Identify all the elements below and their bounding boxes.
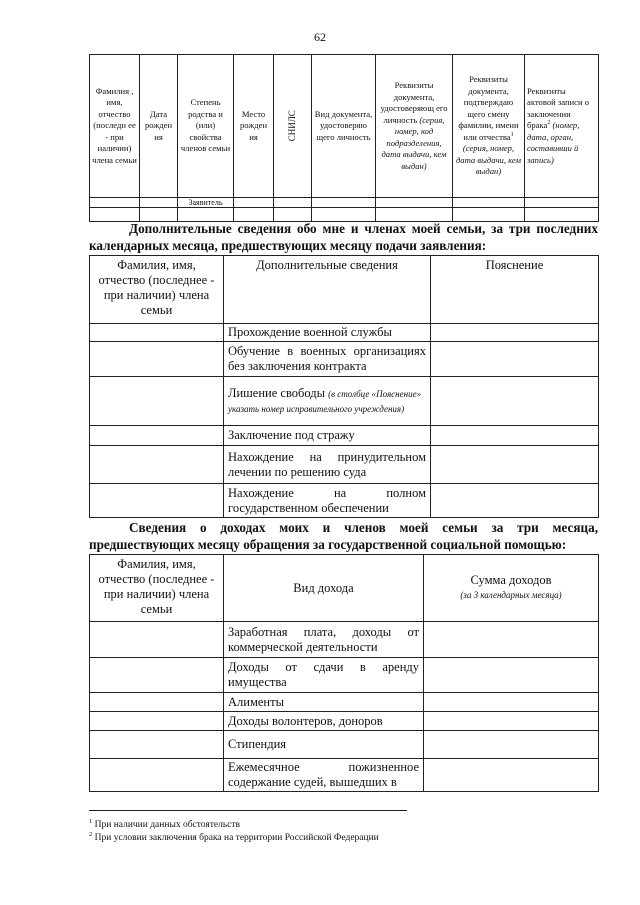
col-type-header: Вид дохода <box>224 555 424 622</box>
note-cell[interactable] <box>431 324 599 342</box>
col-doc-type-header: Вид документа, удостоверяю щего личность <box>312 55 376 198</box>
sum-cell[interactable] <box>424 693 599 712</box>
info-military-education: Обучение в военных организациях без заключения контракта <box>224 342 431 377</box>
sum-cell[interactable] <box>424 759 599 792</box>
col-fio-header: Фамилия , имя, отчество (последн ее - при наличии) члена семьи <box>90 55 140 198</box>
page-number: 62 <box>314 30 326 44</box>
footnote-1: $^1$ При наличии данных обстоятельств <box>89 818 241 831</box>
sum-cell[interactable] <box>424 712 599 731</box>
info-forced-treatment: Нахождение на принудительном лечении по решению суда <box>224 446 431 484</box>
note-cell[interactable] <box>431 446 599 484</box>
fio-cell[interactable] <box>90 693 224 712</box>
income-table <box>89 554 599 792</box>
footnote-divider <box>89 810 407 811</box>
col-dob-header: Дата рожден ия <box>140 55 178 198</box>
col-sum-header: Сумма доходов (за 3 календарных месяца) <box>424 555 599 622</box>
sum-cell[interactable] <box>424 731 599 759</box>
note-cell[interactable] <box>431 484 599 518</box>
note-cell[interactable] <box>431 342 599 377</box>
col-name-change-header: Реквизиты документа, подтверждаю щего смену фамилии, имени или отчества$^1$ (серия, номер, дата выдачи, кем выдан) <box>453 55 525 198</box>
section-income-heading: Сведения о доходах моих и членов моей семьи за три месяца, предшествующих месяцу обращения за государственной социальной помощью: <box>89 520 598 552</box>
info-custody: Заключение под стражу <box>224 426 431 446</box>
fio-cell[interactable] <box>90 342 224 377</box>
note-cell[interactable] <box>431 377 599 426</box>
income-volunteers: Доходы волонтеров, доноров <box>224 712 424 731</box>
fio-cell[interactable] <box>90 446 224 484</box>
applicant-table <box>89 54 599 222</box>
info-state-support: Нахождение на полном государственном обеспечении <box>224 484 431 518</box>
applicant-cell[interactable] <box>234 198 274 208</box>
fio-cell[interactable] <box>90 426 224 446</box>
fio-cell[interactable] <box>90 484 224 518</box>
imprisonment-note: (в столбце «Пояснение» указать номер исправительного учреждения) <box>228 389 422 414</box>
income-alimony: Алименты <box>224 693 424 712</box>
col-note-header: Пояснение <box>431 256 599 324</box>
fio-cell[interactable] <box>90 759 224 792</box>
col-fio-header: Фамилия, имя, отчество (последнее - при наличии) члена семьи <box>90 256 224 324</box>
income-judges: Ежемесячное пожизненное содержание судей, вышедших в <box>224 759 424 792</box>
fio-cell[interactable] <box>90 324 224 342</box>
note-cell[interactable] <box>431 426 599 446</box>
col-marriage-header: Реквизиты актовой записи о заключении брака$^2$ (номер, дата, орган, составивши й запись) <box>525 55 599 198</box>
col-info-header: Дополнительные сведения <box>224 256 431 324</box>
col-fio-header: Фамилия, имя, отчество (последнее - при наличии) члена семьи <box>90 555 224 622</box>
fio-cell[interactable] <box>90 622 224 658</box>
fio-cell[interactable] <box>90 377 224 426</box>
info-military-service: Прохождение военной службы <box>224 324 431 342</box>
sum-cell[interactable] <box>424 658 599 693</box>
info-imprisonment: Лишение свободы (в столбце «Пояснение» указать номер исправительного учреждения) <box>224 377 431 426</box>
section-additional-heading: Дополнительные сведения обо мне и членах моей семьи, за три последних календарных месяца, предшествующих месяцу подачи заявления: <box>89 221 598 253</box>
col-doc-req-header: Реквизиты документа, удостоверяющ его личность (серия, номер, код подразделения, дата выдачи, кем выдан) <box>376 55 453 198</box>
income-rent: Доходы от сдачи в аренду имущества <box>224 658 424 693</box>
col-snils-header: СНИЛС <box>274 55 312 198</box>
col-relation-header: Степень родства и (или) свойства членов семьи <box>178 55 234 198</box>
applicant-cell[interactable] <box>525 198 599 208</box>
income-salary: Заработная плата, доходы от коммерческой деятельности <box>224 622 424 658</box>
fio-cell[interactable] <box>90 731 224 759</box>
applicant-cell[interactable] <box>140 198 178 208</box>
col-pob-header: Место рожден ия <box>234 55 274 198</box>
applicant-label: Заявитель <box>178 198 234 208</box>
applicant-cell[interactable] <box>376 198 453 208</box>
applicant-cell[interactable] <box>90 198 140 208</box>
sum-cell[interactable] <box>424 622 599 658</box>
applicant-cell[interactable] <box>453 198 525 208</box>
applicant-cell[interactable] <box>274 198 312 208</box>
income-stipend: Стипендия <box>224 731 424 759</box>
additional-info-table <box>89 255 599 518</box>
fio-cell[interactable] <box>90 658 224 693</box>
applicant-cell[interactable] <box>312 198 376 208</box>
fio-cell[interactable] <box>90 712 224 731</box>
footnote-2: $^2$ При условии заключения брака на территории Российской Федерации <box>89 831 379 844</box>
